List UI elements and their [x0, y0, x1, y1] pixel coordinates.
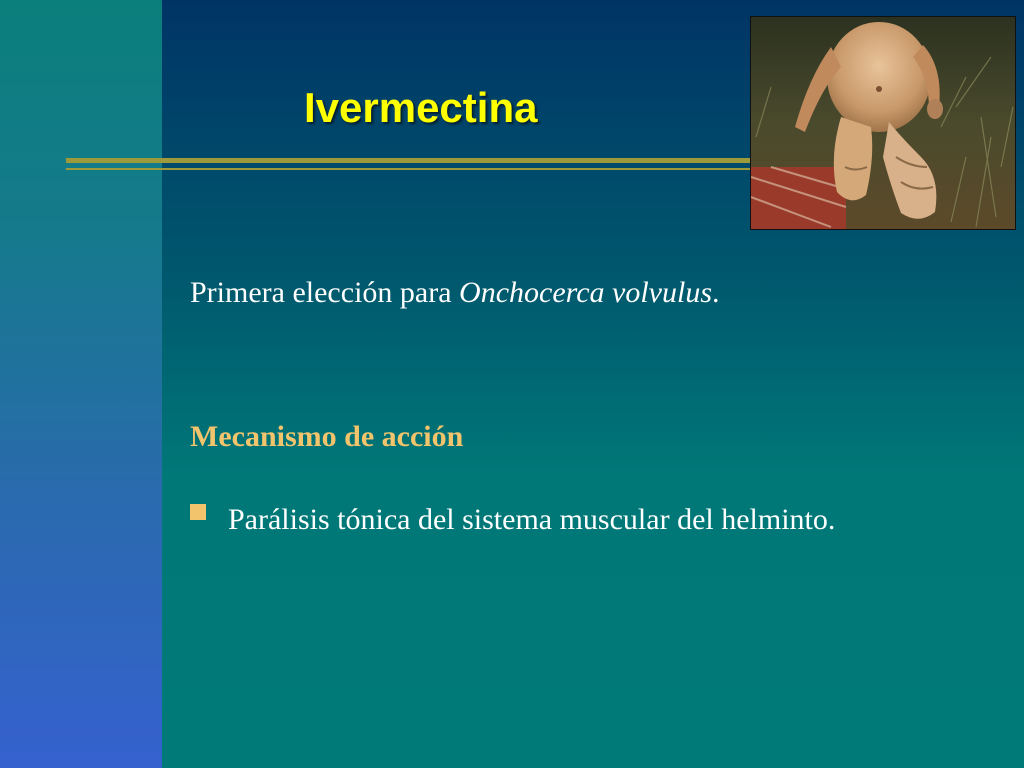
- slide-title: Ivermectina: [304, 84, 538, 131]
- bullet-list-item: [190, 488, 980, 552]
- mechanism-heading: Mecanismo de acción: [190, 420, 464, 453]
- bullet-square-icon: [190, 504, 206, 520]
- title-divider-thick: [66, 158, 756, 163]
- child-with-swollen-legs-photo: [750, 16, 1016, 230]
- bullet-text: Parálisis tónica del sistema muscular del helminto.: [228, 503, 836, 536]
- species-name: Onchocerca volvulus: [459, 276, 712, 309]
- first-choice-prefix: Primera elección para: [190, 276, 460, 309]
- first-choice-suffix: .: [712, 276, 720, 309]
- left-accent-band: [0, 0, 162, 768]
- photo-illustration: [751, 17, 1015, 229]
- first-choice-statement: [190, 276, 720, 310]
- title-divider-thin: [66, 168, 756, 170]
